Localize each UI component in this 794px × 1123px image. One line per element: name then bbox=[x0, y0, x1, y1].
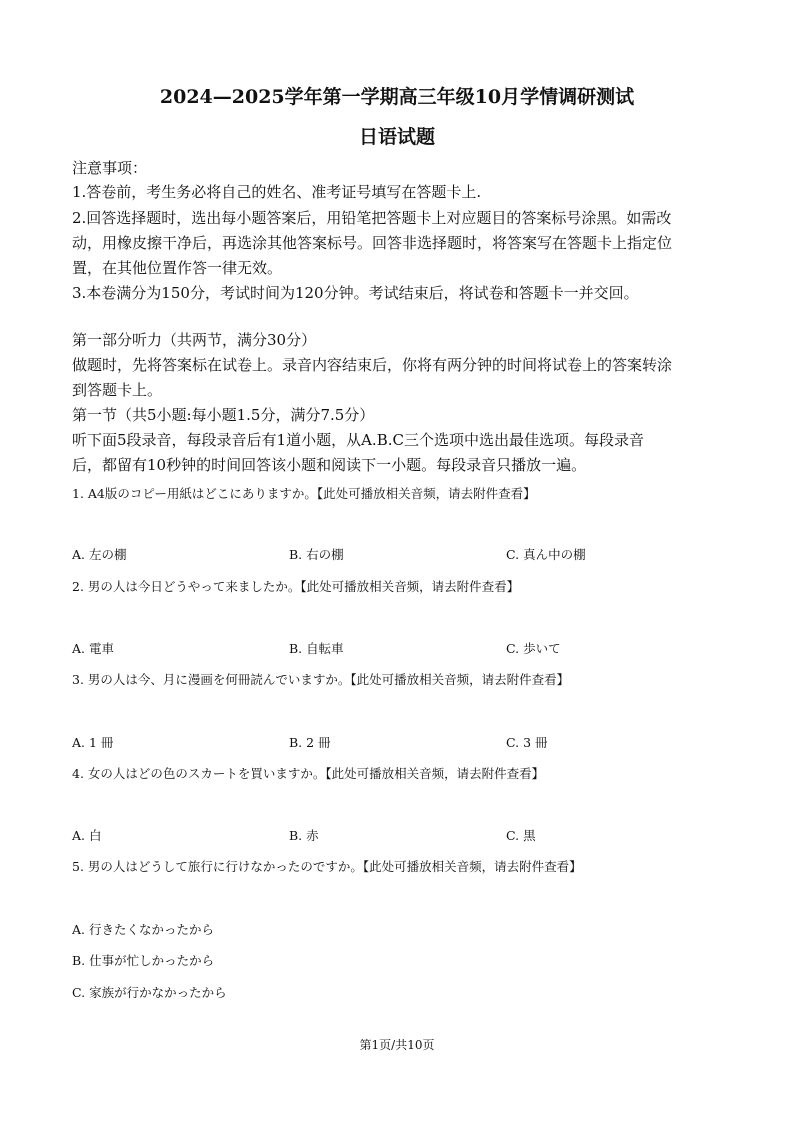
option-c: C. 家族が行かなかったから bbox=[72, 985, 227, 1000]
option-a: A. 行きたくなかったから bbox=[72, 922, 214, 937]
notice-line: 动，用橡皮擦干净后，再选涂其他答案标号。回答非选择题时，将答案写在答题卡上指定位 bbox=[72, 234, 673, 252]
part1-instruction: 做题时，先将答案标在试卷上。录音内容结束后，你将有两分钟的时间将试卷上的答案转涂 bbox=[72, 356, 673, 374]
notice-line: 置，在其他位置作答一律无效。 bbox=[72, 259, 283, 277]
option-a: A. 左の棚 bbox=[72, 547, 127, 562]
option-c: C. 歩いて bbox=[506, 641, 561, 656]
option-b: B. 仕事が忙しかったから bbox=[72, 953, 215, 968]
option-b: B. 2 冊 bbox=[289, 735, 331, 750]
option-b: B. 自転車 bbox=[289, 641, 344, 656]
notice-line: 2.回答选择题时，选出每小题答案后，用铅笔把答题卡上对应题目的答案标号涂黑。如需改 bbox=[72, 209, 672, 227]
question-3: 3. 男の人は今、月に漫画を何冊読んでいますか。【此处可播放相关音频，请去附件查看】 bbox=[72, 672, 570, 687]
notice-line: 3.本卷满分为150分，考试时间为120分钟。考试结束后，将试卷和答题卡一并交回。 bbox=[72, 284, 639, 302]
part1-heading: 第一部分听力（共两节，满分30分） bbox=[72, 331, 317, 349]
question-4: 4. 女の人はどの色のスカートを買いますか。【此处可播放相关音频，请去附件查看】 bbox=[72, 766, 545, 781]
notice-line: 1.答卷前，考生务必将自己的姓名、准考证号填写在答题卡上. bbox=[72, 183, 482, 201]
subject-title: 日语试题 bbox=[358, 126, 435, 148]
option-c: C. 3 冊 bbox=[506, 735, 548, 750]
section-instruction: 后，都留有10秒钟的时间回答该小题和阅读下一小题。每段录音只播放一遍。 bbox=[72, 456, 587, 474]
option-a: A. 白 bbox=[72, 828, 102, 843]
option-a: A. 電車 bbox=[72, 641, 114, 656]
option-b: B. 右の棚 bbox=[289, 547, 344, 562]
question-5: 5. 男の人はどうして旅行に行けなかったのですか。【此处可播放相关音频，请去附件查看】 bbox=[72, 859, 582, 874]
option-b: B. 赤 bbox=[289, 828, 319, 843]
question-2: 2. 男の人は今日どうやって来ましたか。【此处可播放相关音频，请去附件查看】 bbox=[72, 579, 520, 594]
option-a: A. 1 冊 bbox=[72, 735, 114, 750]
section-instruction: 听下面5段录音，每段录音后有1道小题，从A.B.C三个选项中选出最佳选项。每段录音 bbox=[72, 431, 644, 449]
page-number: 第1页/共10页 bbox=[359, 1038, 435, 1052]
section-heading: 第一节（共5小题:每小题1.5分，满分7.5分） bbox=[72, 406, 375, 424]
exam-title: 2024—2025学年第一学期高三年级10月学情调研测试 bbox=[159, 86, 635, 108]
option-c: C. 真ん中の棚 bbox=[506, 547, 586, 562]
question-1: 1. A4版のコピー用紙はどこにありますか。【此处可播放相关音频，请去附件查看】 bbox=[72, 486, 536, 501]
part1-instruction: 到答题卡上。 bbox=[72, 381, 163, 399]
notice-heading: 注意事项： bbox=[72, 159, 148, 177]
option-c: C. 黒 bbox=[506, 828, 536, 843]
